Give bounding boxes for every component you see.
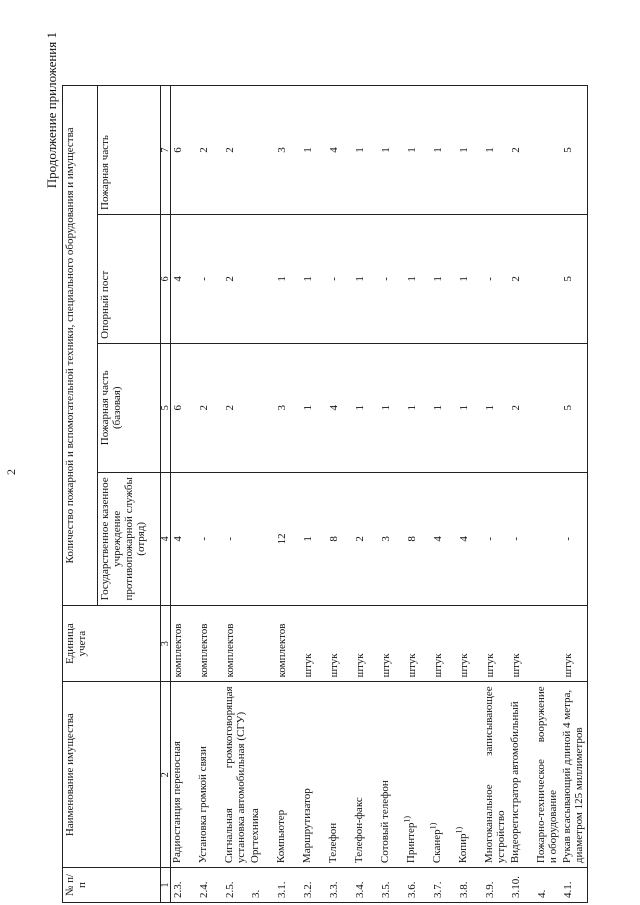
- qty-gku: -: [509, 472, 535, 605]
- qty-post: -: [327, 214, 353, 343]
- row-number: 3.10.: [509, 868, 535, 903]
- qty-fire-unit: 1: [301, 86, 327, 215]
- qty-base-unit: [249, 343, 275, 472]
- column-number: 5: [161, 343, 171, 472]
- item-unit: штук: [301, 605, 327, 681]
- column-number: 7: [161, 86, 171, 215]
- item-unit: штук: [405, 605, 431, 681]
- table-row: [535, 86, 561, 903]
- table-row: [327, 86, 353, 903]
- qty-post: 1: [301, 214, 327, 343]
- qty-gku: [249, 472, 275, 605]
- qty-fire-unit: [249, 86, 275, 215]
- item-unit: комплектов: [197, 605, 223, 681]
- item-unit: [249, 605, 275, 681]
- header-name: Наименование имущества: [63, 682, 161, 868]
- qty-fire-unit: 2: [509, 86, 535, 215]
- row-number: 3.3.: [327, 868, 353, 903]
- qty-post: 1: [405, 214, 431, 343]
- footnote-marker: 1): [402, 815, 412, 823]
- item-name-part: громкоговорящая: [223, 686, 235, 769]
- item-unit: штук: [457, 605, 483, 681]
- qty-base-unit: 1: [457, 343, 483, 472]
- qty-base-unit: 2: [197, 343, 223, 472]
- table-row: [379, 86, 405, 903]
- table-row: [249, 86, 275, 903]
- column-number-row: [161, 86, 171, 903]
- qty-fire-unit: [535, 86, 561, 215]
- column-number: 2: [161, 682, 171, 868]
- qty-base-unit: 4: [327, 343, 353, 472]
- qty-base-unit: 1: [431, 343, 457, 472]
- row-number: 2.5.: [223, 868, 249, 903]
- row-number: 2.4.: [197, 868, 223, 903]
- row-number: 4.1.: [561, 868, 588, 903]
- item-unit: штук: [483, 605, 509, 681]
- item-unit: комплектов: [171, 605, 198, 681]
- item-unit: штук: [379, 605, 405, 681]
- qty-fire-unit: 1: [353, 86, 379, 215]
- item-name: Радиостанция переносная: [171, 682, 198, 868]
- qty-post: [535, 214, 561, 343]
- footnote-marker: 1): [454, 826, 464, 834]
- qty-gku: 4: [457, 472, 483, 605]
- qty-fire-unit: 4: [327, 86, 353, 215]
- qty-gku: 8: [405, 472, 431, 605]
- item-name: Установка громкой связи: [197, 682, 223, 868]
- qty-post: 1: [431, 214, 457, 343]
- row-number: 3.6.: [405, 868, 431, 903]
- qty-post: -: [197, 214, 223, 343]
- qty-post: 1: [353, 214, 379, 343]
- item-name: [223, 682, 249, 868]
- qty-fire-unit: 1: [457, 86, 483, 215]
- qty-gku: 1: [301, 472, 327, 605]
- item-name-part: и оборудование: [546, 789, 559, 864]
- item-unit: штук: [561, 605, 588, 681]
- qty-base-unit: 5: [561, 343, 588, 472]
- table-row: [197, 86, 223, 903]
- row-number: 3.4.: [353, 868, 379, 903]
- qty-fire-unit: 6: [171, 86, 198, 215]
- item-name: Копир$^{1)}$: [457, 682, 483, 868]
- item-name-part: Сигнальная: [223, 808, 235, 864]
- header-fire-unit: Пожарная часть: [98, 86, 161, 215]
- row-number: 3.2.: [301, 868, 327, 903]
- item-name-part: записывающее: [483, 686, 495, 756]
- table-row: [405, 86, 431, 903]
- item-name-part: устройство: [494, 810, 507, 864]
- row-number: 3.1.: [275, 868, 301, 903]
- qty-fire-unit: 1: [483, 86, 509, 215]
- qty-gku: -: [561, 472, 588, 605]
- qty-post: 2: [509, 214, 535, 343]
- header-post: Опорный пост: [98, 214, 161, 343]
- item-name-part: Многоканальное: [483, 784, 495, 864]
- item-name: Телефон: [327, 682, 353, 868]
- table-row: [275, 86, 301, 903]
- item-unit: штук: [327, 605, 353, 681]
- qty-fire-unit: 1: [379, 86, 405, 215]
- item-name: Сотовый телефон: [379, 682, 405, 868]
- item-name: Видеорегистратор автомобильный: [509, 682, 535, 868]
- qty-fire-unit: 2: [197, 86, 223, 215]
- item-unit: [535, 605, 561, 681]
- item-name-part: Пожарно-техническое: [535, 759, 547, 864]
- qty-gku: [535, 472, 561, 605]
- qty-post: 2: [223, 214, 249, 343]
- column-number: 6: [161, 214, 171, 343]
- item-name: Маршрутизатор: [301, 682, 327, 868]
- row-number: 3.8.: [457, 868, 483, 903]
- qty-base-unit: 6: [171, 343, 198, 472]
- table-row: [301, 86, 327, 903]
- table-row: [353, 86, 379, 903]
- footnote-marker: 1): [428, 822, 438, 830]
- qty-gku: -: [197, 472, 223, 605]
- qty-base-unit: 1: [483, 343, 509, 472]
- column-number: 1: [161, 868, 171, 903]
- qty-gku: -: [483, 472, 509, 605]
- qty-gku: -: [223, 472, 249, 605]
- qty-fire-unit: 1: [431, 86, 457, 215]
- item-name: [483, 682, 509, 868]
- header-unit: Единица учета: [63, 605, 161, 681]
- item-unit: штук: [509, 605, 535, 681]
- item-unit: комплектов: [223, 605, 249, 681]
- row-number: 4.: [535, 868, 561, 903]
- item-name: Принтер$^{1)}$: [405, 682, 431, 868]
- qty-base-unit: 2: [223, 343, 249, 472]
- qty-post: -: [483, 214, 509, 343]
- table-row: [483, 86, 509, 903]
- row-number: 3.5.: [379, 868, 405, 903]
- qty-base-unit: [535, 343, 561, 472]
- qty-gku: 8: [327, 472, 353, 605]
- row-number: 2.3.: [171, 868, 198, 903]
- qty-base-unit: 1: [353, 343, 379, 472]
- qty-post: 1: [457, 214, 483, 343]
- item-unit: штук: [353, 605, 379, 681]
- qty-post: [249, 214, 275, 343]
- table-body: [171, 86, 588, 903]
- table-row: [171, 86, 198, 903]
- qty-fire-unit: 3: [275, 86, 301, 215]
- item-unit: штук: [431, 605, 457, 681]
- header-no: № п/п: [63, 868, 161, 903]
- qty-gku: 3: [379, 472, 405, 605]
- qty-gku: 2: [353, 472, 379, 605]
- qty-post: -: [379, 214, 405, 343]
- column-number: 4: [161, 472, 171, 605]
- equipment-table: [62, 85, 588, 903]
- qty-post: 4: [171, 214, 198, 343]
- qty-base-unit: 2: [509, 343, 535, 472]
- continuation-label: Продолжение приложения 1: [44, 32, 59, 189]
- item-name: Рукав всасывающий длиной 4 метра, диаметром 125 миллиметров: [561, 682, 588, 868]
- qty-fire-unit: 5: [561, 86, 588, 215]
- row-number: 3.: [249, 868, 275, 903]
- item-name: Телефон-факс: [353, 682, 379, 868]
- header-quantity-group: Количество пожарной и вспомогательной техники, специального оборудования и имущества: [63, 86, 98, 606]
- qty-base-unit: 1: [301, 343, 327, 472]
- qty-fire-unit: 2: [223, 86, 249, 215]
- header-base-unit: Пожарная часть (базовая): [98, 343, 161, 472]
- table-row: [431, 86, 457, 903]
- table-row: [457, 86, 483, 903]
- table-row: [561, 86, 588, 903]
- qty-post: 5: [561, 214, 588, 343]
- qty-gku: 12: [275, 472, 301, 605]
- row-number: 3.7.: [431, 868, 457, 903]
- item-name-part: вооружение: [535, 686, 547, 743]
- row-number: 3.9.: [483, 868, 509, 903]
- qty-base-unit: 1: [405, 343, 431, 472]
- qty-post: 1: [275, 214, 301, 343]
- item-unit: комплектов: [275, 605, 301, 681]
- page-number: 2: [4, 469, 18, 475]
- qty-gku: 4: [171, 472, 198, 605]
- qty-gku: 4: [431, 472, 457, 605]
- item-name: [535, 682, 561, 868]
- item-name: Оргтехника: [249, 682, 275, 868]
- item-name: Компьютер: [275, 682, 301, 868]
- item-name-part: установка автомобильная (СГУ): [234, 711, 247, 864]
- table-row: [223, 86, 249, 903]
- qty-base-unit: 3: [275, 343, 301, 472]
- qty-fire-unit: 1: [405, 86, 431, 215]
- table-row: [509, 86, 535, 903]
- header-gku: Государственное казенное учреждение противопожарной службы (отряд): [98, 472, 161, 605]
- qty-base-unit: 1: [379, 343, 405, 472]
- column-number: 3: [161, 605, 171, 681]
- item-name: Сканер$^{1)}$: [431, 682, 457, 868]
